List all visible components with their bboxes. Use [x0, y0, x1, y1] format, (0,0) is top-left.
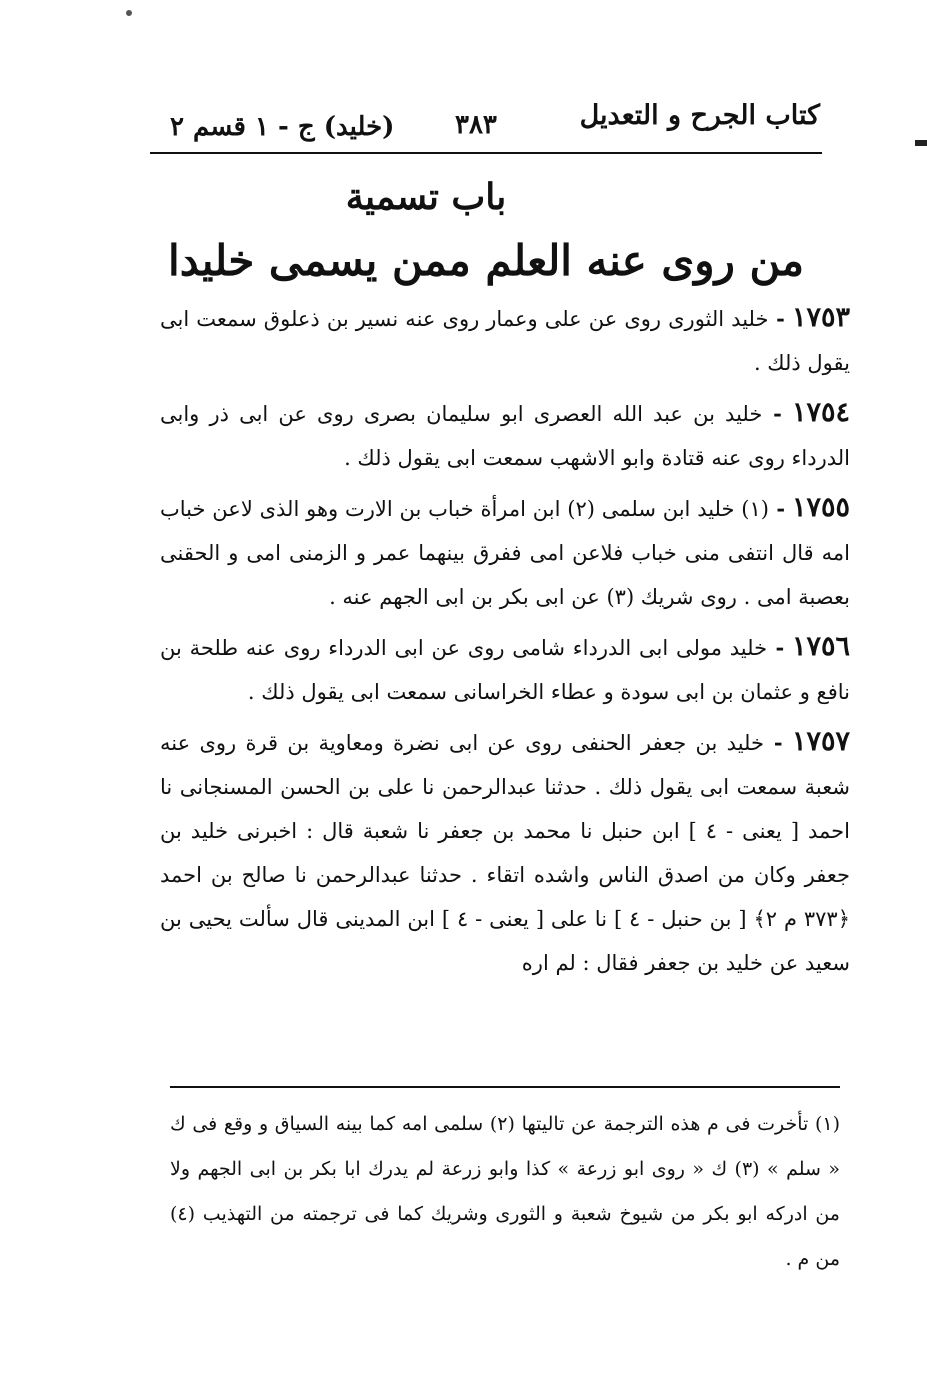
entry-dash: - — [762, 401, 782, 426]
entry-number: ١٧٥٤ — [791, 397, 850, 428]
entry-1753 — [160, 296, 850, 385]
entry-1757 — [160, 720, 850, 985]
footnote-rule — [170, 1086, 840, 1088]
entry-number: ١٧٥٦ — [791, 631, 850, 662]
entry-text: خليد بن جعفر الحنفى روى عن ابى نضرة ومعاوية بن قرة روى عنه شعبة سمعت ابى يقول ذلك . حدثنا عبدالرحمن نا على بن الحسن المسنجانى نا احمد [ يعنى - ٤ ] ابن حنبل نا محمد بن جعفر نا شعبة قال : اخبرنى خليد بن جعفر وكان من اصدق الناس واشده اتقاء . حدثنا عبدالرحمن نا صالح بن احمد ﴿٣٧٣ م ٢﴾ [ بن حنبل - ٤ ] نا على [ يعنى - ٤ ] ابن المدينى قال سألت يحيى بن سعيد عن خليد بن جعفر فقال : لم اره — [160, 731, 850, 975]
entry-dash: - — [768, 496, 786, 521]
entry-text: خليد الثورى روى عن على وعمار روى عنه نسير بن ذعلوق سمعت ابى يقول ذلك . — [160, 307, 850, 375]
section-reference: (خليد) ج - ١ قسم ٢ — [170, 112, 395, 142]
biography-entries — [160, 296, 850, 991]
scan-speck-mark — [126, 10, 132, 16]
chapter-title-line-2: من روى عنه العلم ممن يسمى خليدا — [168, 236, 804, 285]
page-edge-mark — [915, 140, 927, 146]
entry-number: ١٧٥٣ — [791, 302, 850, 333]
entry-text: (١) خليد ابن سلمى (٢) ابن امرأة خباب بن الارت وهو الذى لاعن خباب امه قال انتفى منى خباب فلاعن امى ففرق بينهما عمر و الزمنى امى و الحقنى بعصبة امى . روى شريك (٣) عن ابى بكر بن ابى الجهم عنه . — [160, 497, 850, 609]
entry-dash: - — [768, 306, 785, 331]
entry-number: ١٧٥٥ — [791, 492, 850, 523]
entry-text: خليد مولى ابى الدرداء شامى روى عن ابى الدرداء روى عنه طلحة بن نافع و عثمان بن ابى سودة و عطاء الخراسانى سمعت ابى يقول ذلك . — [160, 636, 850, 704]
entry-1756 — [160, 625, 850, 714]
running-header — [150, 100, 820, 150]
header-rule — [150, 152, 822, 154]
page-number: ٣٨٣ — [455, 110, 497, 140]
entry-1754 — [160, 391, 850, 480]
entry-1755 — [160, 486, 850, 619]
entry-number: ١٧٥٧ — [791, 726, 850, 757]
entry-text: خليد بن عبد الله العصرى ابو سليمان بصرى روى عن ابى ذر وابى الدرداء روى عنه قتادة وابو الاشهب سمعت ابى يقول ذلك . — [160, 402, 850, 470]
entry-dash: - — [763, 730, 783, 755]
footnotes: (١) تأخرت فى م هذه الترجمة عن تاليتها (٢) سلمى امه كما بينه السياق و وقع فى ك « سلم » (٣) ك « روى ابو زرعة » كذا وابو زرعة لم يدرك ابا بكر بن ابى الجهم ولا من ادركه ابو بكر من شيوخ شعبة و الثورى وشريك كما فى ترجمته من التهذيب (٤) من م . — [170, 1113, 840, 1270]
entry-dash: - — [767, 635, 785, 660]
chapter-title-line-1: باب تسمية — [345, 176, 507, 218]
book-title: كتاب الجرح و التعديل — [579, 100, 820, 131]
